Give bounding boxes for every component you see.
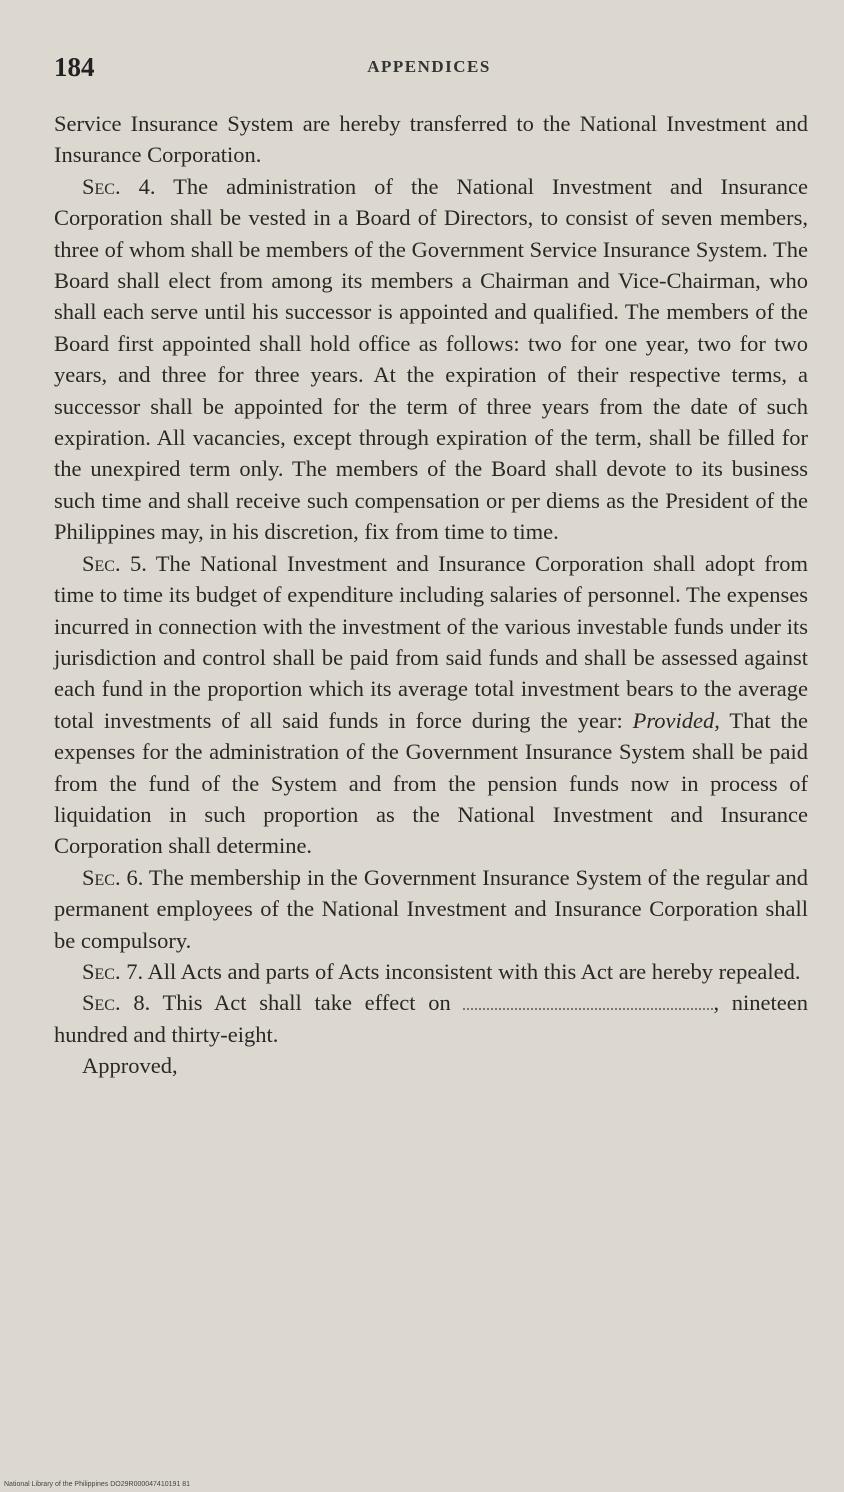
section-7-paragraph [54, 956, 808, 987]
body-text [54, 108, 808, 1082]
paragraph-continuation [54, 108, 808, 171]
section-label: Sec. 5. [82, 550, 147, 576]
paragraph-text: The National Investment and Insurance Corporation shall adopt from time to time its budget of expenditure including salaries of personnel. The expenses incurred in connection with the investment of the various investable funds under its jurisdiction and control shall be paid from said funds and shall be assessed against each fund in the proportion which its average total investment bears to the average total investments of all said funds in force during the year: [54, 550, 809, 733]
paragraph-text: That the expenses for the administration of the Government Insurance System shall be paid from the fund of the System and from the pension funds now in process of liquidation in such proportion as the National Investment and Insurance Corporation shall determine. [54, 707, 808, 859]
section-label: Sec. 6. [82, 864, 144, 890]
page-header [54, 52, 804, 92]
proviso-term: Provided, [632, 707, 720, 733]
paragraph-text: This Act shall take effect on [162, 990, 451, 1016]
section-label: Sec. 8. [82, 990, 151, 1016]
section-8-paragraph [54, 987, 808, 1050]
section-label: Sec. 4. [82, 173, 156, 199]
section-4-paragraph [54, 171, 808, 548]
paragraph-text: The administration of the National Investment and Insurance Corporation shall be vested in a Board of Directors, to consist of seven members, three of whom shall be members of the Government Service Insurance System. The Board shall elect from among its members a Chairman and Vice-Chairman, who shall each serve until his successor is appointed and qualified. The members of the Board first appointed shall hold office as follows: two for one year, two for two years, and three for three years. At the expiration of their respective terms, a successor shall be appointed for the term of three years from the date of such expiration. All vacancies, except through expiration of the term, shall be filled for the unexpired term only. The members of the Board shall devote to its business such time and shall receive such compensation or per diems as the President of the Philippines may, in his discretion, fix from time to time. [54, 173, 808, 545]
section-5-paragraph [54, 548, 808, 862]
scan-footer: National Library of the Philippines DO29R000047410191 81 [4, 1481, 191, 1488]
paragraph-text: Service Insurance System are hereby transferred to the National Investment and Insurance Corporation. [54, 111, 808, 168]
paragraph-text: The membership in the Government Insurance System of the regular and permanent employees of the National Investment and Insurance Corporation shall be compulsory. [54, 864, 808, 953]
section-label: Sec. 7. [82, 958, 144, 984]
paragraph-text: All Acts and parts of Acts inconsistent with this Act are hereby repealed. [147, 958, 801, 984]
page-number: 184 [54, 52, 95, 82]
paragraph-text: , nineteen hundred and thirty-eight. [54, 990, 809, 1047]
running-head: APPENDICES [367, 57, 491, 76]
section-6-paragraph [54, 862, 808, 956]
approved-line [54, 1050, 808, 1081]
paragraph-text: Approved, [82, 1053, 178, 1079]
blank-date-line [463, 994, 713, 1010]
